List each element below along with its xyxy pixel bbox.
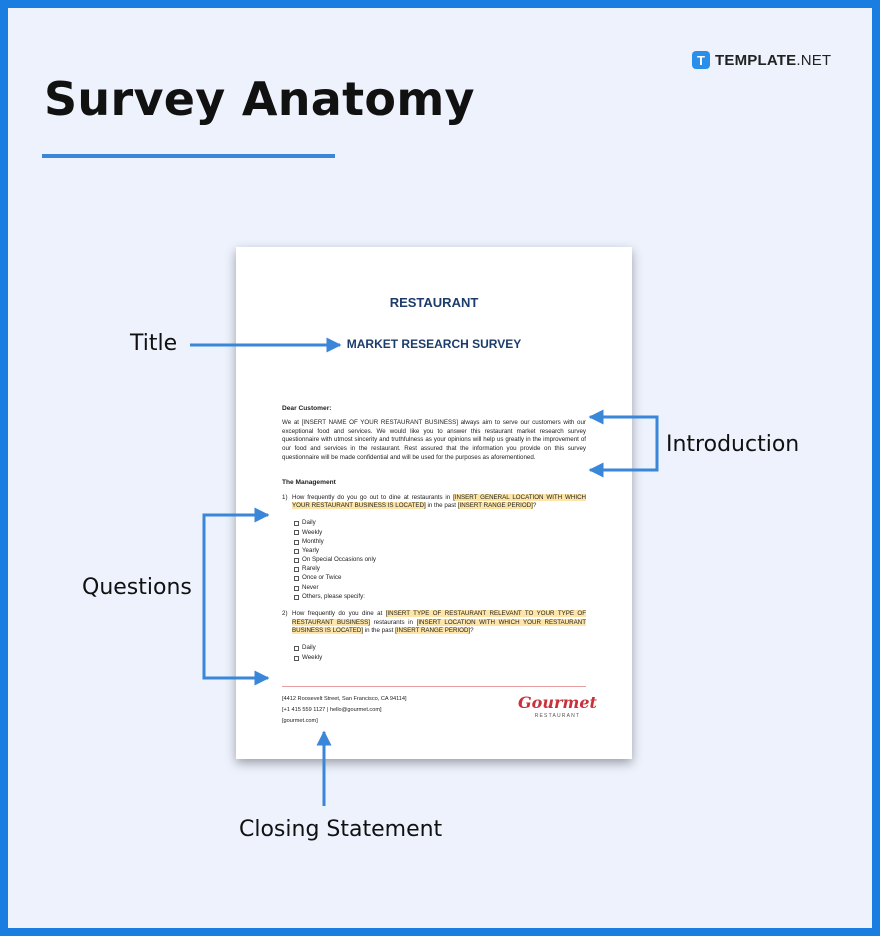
footer-address: [4412 Roosevelt Street, San Francisco, CA 94114] xyxy=(282,696,407,702)
option[interactable]: Never xyxy=(294,583,586,592)
option[interactable]: Once or Twice xyxy=(294,574,586,583)
label-questions: Questions xyxy=(82,575,192,600)
document-heading: RESTAURANT xyxy=(389,295,479,310)
brand-name: TEMPLATE.NET xyxy=(715,51,832,69)
signoff: The Management xyxy=(282,478,336,486)
option[interactable]: Weekly xyxy=(294,528,586,537)
question-2: 2) How frequently do you dine at [INSERT TYPE OF RESTAURANT RELEVANT TO YOUR TYPE OF RESTAURANT BUSINESS] restaurants in [INSERT LOCATION WITH WHICH YOUR RESTAURANT BUSINESS IS LOCATED] in the past [INSERT RANGE PERIOD]? xyxy=(282,609,586,635)
option[interactable]: On Special Occasions only xyxy=(294,556,586,565)
label-closing-statement: Closing Statement xyxy=(239,817,443,842)
label-introduction: Introduction xyxy=(666,432,800,457)
questions-arrow xyxy=(204,515,268,678)
question-1: 1) How frequently do you go out to dine at restaurants in [INSERT GENERAL LOCATION WITH WHICH YOUR RESTAURANT BUSINESS IS LOCATED] in the past [INSERT RANGE PERIOD]? xyxy=(282,493,587,510)
question-1-text: How frequently do you go out to dine at restaurants in [INSERT GENERAL LOCATION WITH WHICH YOUR RESTAURANT BUSINESS IS LOCATED] in the past [INSERT RANGE PERIOD]? xyxy=(292,493,587,510)
question-2-text: How frequently do you dine at [INSERT TYPE OF RESTAURANT RELEVANT TO YOUR TYPE OF RESTAURANT BUSINESS] restaurants in [INSERT LOCATION WITH WHICH YOUR RESTAURANT BUSINESS IS LOCATED] in the past [INSERT RANGE PERIOD]? xyxy=(292,609,586,635)
introduction-arrow xyxy=(590,417,657,470)
greeting: Dear Customer: xyxy=(282,405,332,412)
footer-website: [gourmet.com] xyxy=(282,718,318,724)
option[interactable]: Rarely xyxy=(294,565,586,574)
option[interactable]: Others, please specify: xyxy=(294,593,586,602)
option[interactable]: Daily xyxy=(294,519,586,528)
option[interactable]: Yearly xyxy=(294,547,586,556)
introduction-text: We at [INSERT NAME OF YOUR RESTAURANT BUSINESS] always aim to serve our customers with our exceptional food and services. We would like you to answer this restaurant market research survey questionnaire with utmost sincerity and truthfulness as your opinions will help us greatly in the improvement of our food and services in the restaurant. Rest assured that the information you provide on this survey questionnaire will be made confidential and will be used for the purposes as aforementioned. xyxy=(282,418,586,461)
option[interactable]: Daily xyxy=(294,644,586,653)
option[interactable]: Monthly xyxy=(294,538,586,547)
document-title: MARKET RESEARCH SURVEY xyxy=(346,337,522,351)
footer-contact: [+1 415 559 1127 | hello@gourmet.com] xyxy=(282,707,382,713)
template-logo-icon: T xyxy=(692,51,710,69)
page-title: Survey Anatomy xyxy=(44,72,475,126)
label-title: Title xyxy=(130,331,178,356)
restaurant-logo: Gourmet RESTAURANT xyxy=(518,693,597,719)
option[interactable]: Weekly xyxy=(294,653,586,662)
